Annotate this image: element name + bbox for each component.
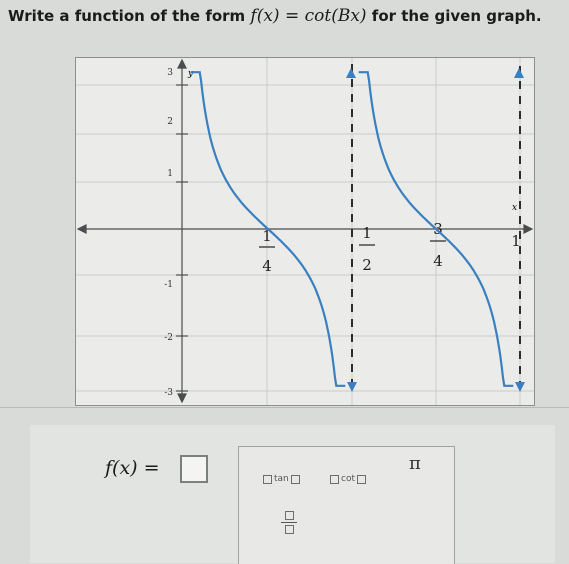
cotangent-graph xyxy=(76,58,534,405)
placeholder-box-icon xyxy=(263,475,272,484)
y-tick-labels xyxy=(164,68,173,398)
x-tick-labels xyxy=(259,220,521,275)
question-suffix: for the given graph. xyxy=(371,7,542,25)
y-axis-up-arrow xyxy=(178,60,186,68)
y-tick-label: 3 xyxy=(167,68,173,78)
x-tick-denominator: 4 xyxy=(262,257,272,275)
fraction-bar xyxy=(281,522,297,523)
curve-arrow xyxy=(514,68,524,78)
placeholder-box-icon xyxy=(330,475,339,484)
question-text xyxy=(8,6,563,26)
section-divider xyxy=(0,407,569,408)
pi-key[interactable]: π xyxy=(409,453,421,474)
x-tick-denominator: 2 xyxy=(362,256,372,274)
fraction-key[interactable] xyxy=(279,511,299,534)
y-tick-label: -2 xyxy=(164,333,173,343)
y-tick-label: -1 xyxy=(164,280,173,290)
graph-panel xyxy=(75,57,535,406)
cot-key[interactable] xyxy=(330,474,366,484)
question-prefix: Write a function of the form xyxy=(8,7,246,25)
x-tick-numerator: 1 xyxy=(362,224,372,242)
tan-key[interactable] xyxy=(263,474,300,484)
numerator-box-icon xyxy=(285,511,294,520)
y-tick-label: 1 xyxy=(167,169,173,179)
tan-key-label: tan xyxy=(274,474,289,484)
x-axis-right-arrow xyxy=(524,225,532,233)
cot-key-label: cot xyxy=(341,474,355,484)
x-axis-left-arrow xyxy=(78,225,86,233)
answer-label: f(x) = xyxy=(105,457,160,479)
x-axis-label: x xyxy=(512,203,518,213)
y-tick-label: 2 xyxy=(167,117,173,127)
x-tick-numerator: 3 xyxy=(433,220,443,238)
y-axis-down-arrow xyxy=(178,394,186,402)
math-keypad xyxy=(238,446,455,564)
axes xyxy=(78,60,532,402)
x-tick-label: 1 xyxy=(511,232,521,250)
y-tick-label: -3 xyxy=(164,388,173,398)
grid-lines xyxy=(76,58,534,405)
answer-input-box[interactable] xyxy=(180,455,208,483)
placeholder-box-icon xyxy=(291,475,300,484)
y-axis-label: y xyxy=(188,69,194,79)
x-tick-denominator: 4 xyxy=(433,252,443,270)
placeholder-box-icon xyxy=(357,475,366,484)
denominator-box-icon xyxy=(285,525,294,534)
x-tick-numerator: 1 xyxy=(262,227,272,245)
curve-arrow xyxy=(346,68,356,78)
question-formula: f(x) = cot(Bx) xyxy=(250,6,367,26)
